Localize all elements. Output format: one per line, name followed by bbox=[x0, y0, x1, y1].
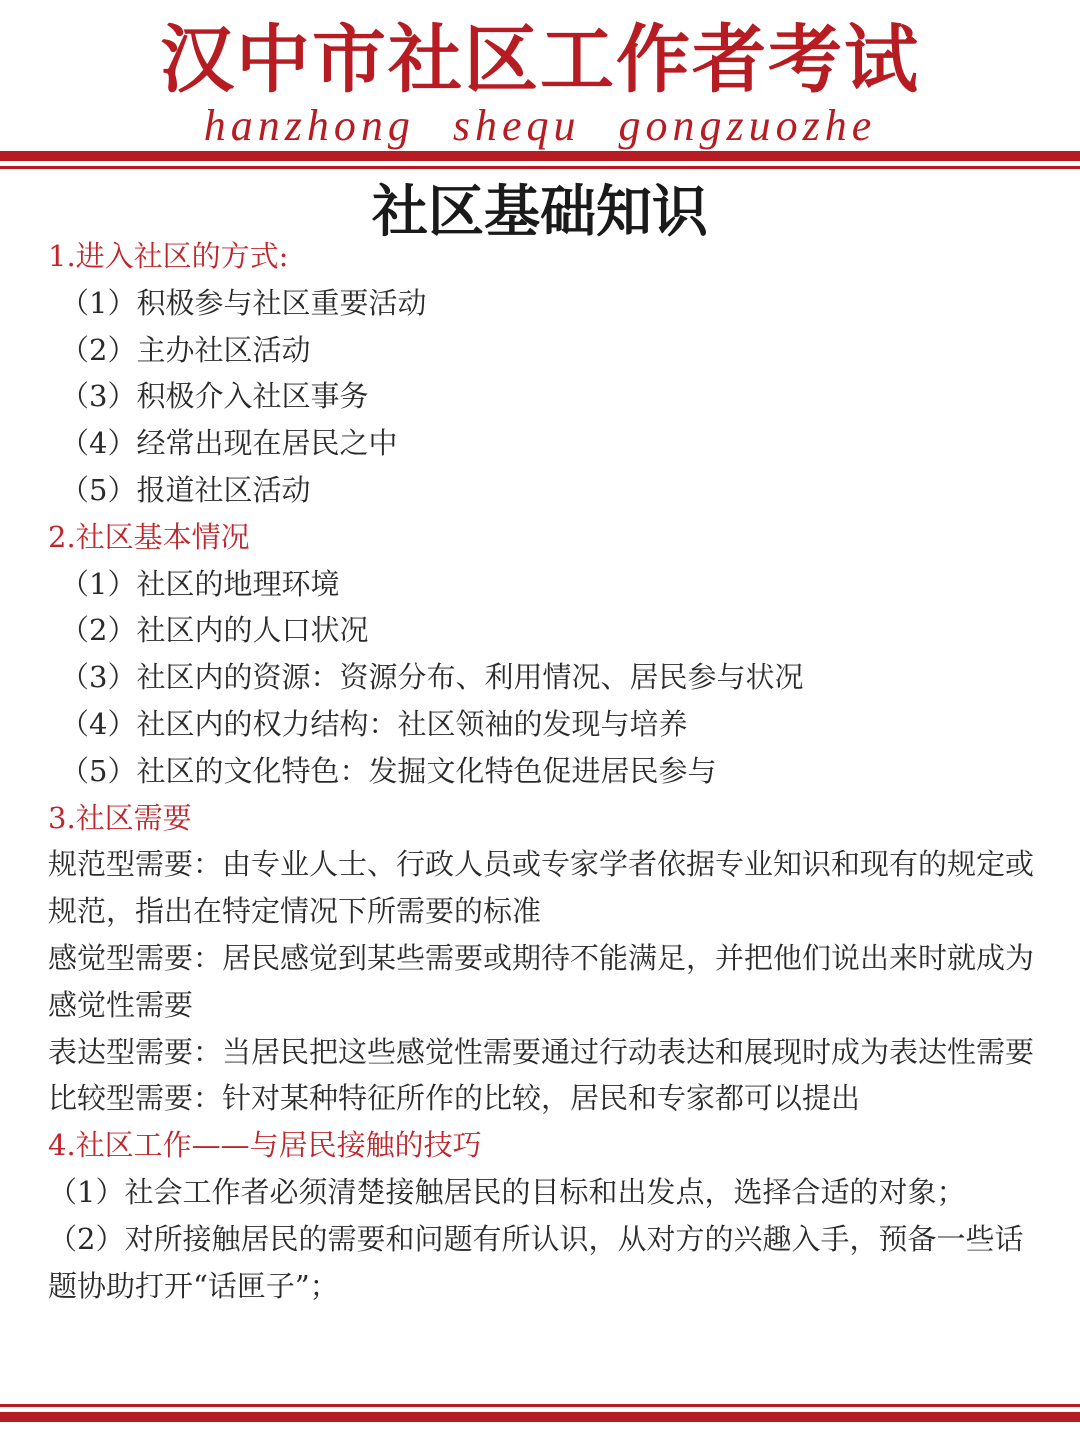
list-item: （4）社区内的权力结构：社区领袖的发现与培养 bbox=[60, 706, 688, 741]
list-item: （3）积极介入社区事务 bbox=[60, 379, 369, 414]
content-body bbox=[48, 233, 1038, 1309]
paragraph: 感觉型需要：居民感觉到某些需要或期待不能满足，并把他们说出来时就成为感觉性需要 bbox=[48, 940, 1035, 1022]
paragraph: 规范型需要：由专业人士、行政人员或专家学者依据专业知识和现有的规定或规范，指出在特定情况下所需要的标准 bbox=[48, 847, 1035, 929]
list-item: （2）主办社区活动 bbox=[60, 332, 311, 367]
header-subtitle: hanzhong shequ gongzuozhe bbox=[203, 101, 877, 150]
section-heading-contact-skills: 4.社区工作——与居民接触的技巧 bbox=[48, 1128, 482, 1163]
header-title: 汉中市社区工作者考试 bbox=[160, 17, 920, 103]
bottom-divider-thin bbox=[0, 1404, 1080, 1407]
paragraph: 比较型需要：针对某种特征所作的比较，居民和专家都可以提出 bbox=[48, 1081, 861, 1116]
list-item: （4）经常出现在居民之中 bbox=[60, 426, 398, 461]
paragraph: 表达型需要：当居民把这些感觉性需要通过行动表达和展现时成为表达性需要 bbox=[48, 1034, 1035, 1069]
section-heading-basic-situation: 2.社区基本情况 bbox=[48, 519, 250, 554]
list-item: （5）社区的文化特色：发掘文化特色促进居民参与 bbox=[60, 753, 717, 788]
list-item: （1）社区的地理环境 bbox=[60, 566, 340, 601]
top-divider-thick bbox=[0, 151, 1080, 161]
list-item: （3）社区内的资源：资源分布、利用情况、居民参与状况 bbox=[60, 660, 804, 695]
paragraph: （1）社会工作者必须清楚接触居民的目标和出发点，选择合适的对象； bbox=[48, 1174, 966, 1209]
list-item: （5）报道社区活动 bbox=[60, 472, 311, 507]
list-item: （2）社区内的人口状况 bbox=[60, 613, 369, 648]
list-item: （1）积极参与社区重要活动 bbox=[60, 285, 427, 320]
paragraph: （2）对所接触居民的需要和问题有所认识，从对方的兴趣入手，预备一些话题协助打开“话匣子”； bbox=[48, 1221, 1024, 1303]
section-heading-community-needs: 3.社区需要 bbox=[48, 800, 192, 835]
page-title: 社区基础知识 bbox=[372, 180, 708, 245]
top-divider-thin bbox=[0, 166, 1080, 169]
section-heading-entry-methods: 1.进入社区的方式: bbox=[48, 239, 289, 273]
bottom-divider-thick bbox=[0, 1412, 1080, 1422]
